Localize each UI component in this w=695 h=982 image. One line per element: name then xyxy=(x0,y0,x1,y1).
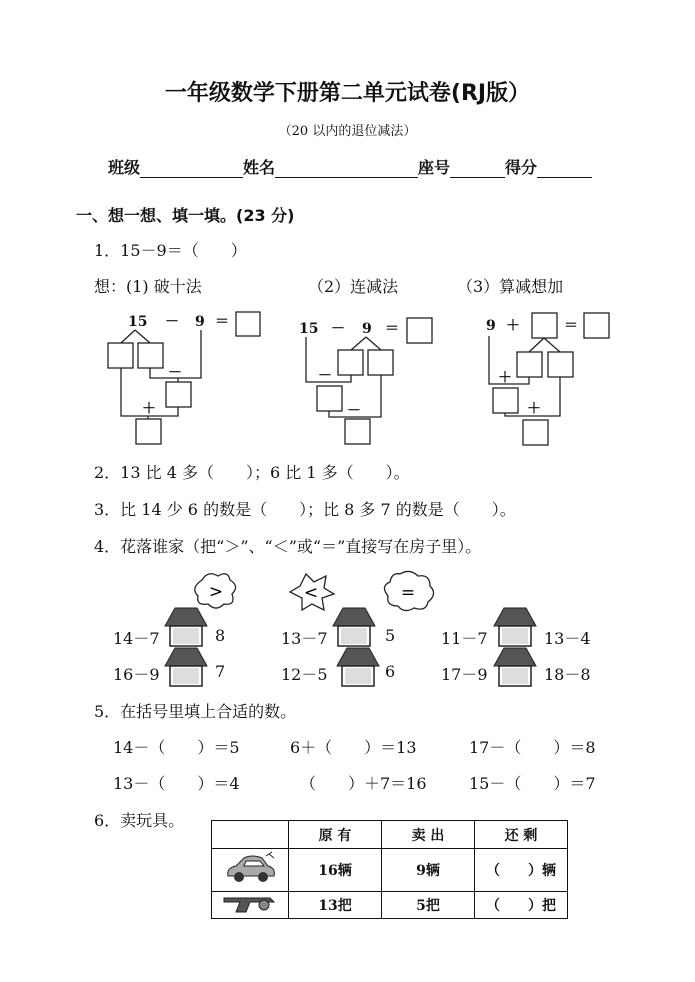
toy-table-header xyxy=(212,821,568,849)
house-2[interactable] xyxy=(329,606,377,648)
house-4-left: 16－9 xyxy=(113,665,160,684)
d1-result-box[interactable] xyxy=(136,419,161,444)
table-row xyxy=(212,849,568,892)
house-3-left: 11－7 xyxy=(441,629,488,648)
diagram-break-ten xyxy=(108,312,260,444)
car-have: 16辆 xyxy=(289,849,382,892)
d2-op: － xyxy=(331,321,345,337)
d2-box-3[interactable] xyxy=(317,386,342,411)
q5-r2-c1: 13－（ ）＝4 xyxy=(113,774,240,793)
house-2-right: 5 xyxy=(385,626,396,645)
d2-result-box[interactable] xyxy=(345,419,370,444)
d3-split-lines xyxy=(529,338,560,352)
flower-greater-symbol: > xyxy=(208,582,224,602)
header-blank xyxy=(212,821,289,849)
d3-answer-box[interactable] xyxy=(584,313,609,338)
d3-op: ＋ xyxy=(506,318,520,334)
d1-plus: ＋ xyxy=(142,401,156,417)
d2-minus-2: － xyxy=(347,403,361,419)
d1-eq: ＝ xyxy=(215,314,229,330)
house-5-right: 6 xyxy=(385,662,396,681)
toy-car-icon xyxy=(212,849,289,892)
diagram-add-to-subtract xyxy=(486,313,609,445)
car-left[interactable]: （ ）辆 xyxy=(475,849,568,892)
house-4[interactable] xyxy=(161,646,209,688)
house-5[interactable] xyxy=(333,646,381,688)
d3-box-1[interactable] xyxy=(517,352,542,377)
q5-r2-c3: 15－（ ）＝7 xyxy=(469,774,596,793)
d1-box-3[interactable] xyxy=(166,382,191,407)
house-1-right: 8 xyxy=(215,626,226,645)
d1-answer-box[interactable] xyxy=(236,312,260,336)
d2-b: 9 xyxy=(362,321,372,337)
house-4-right: 7 xyxy=(215,662,226,681)
q5-stem: 5．在括号里填上合适的数。 xyxy=(94,702,297,721)
class-field[interactable] xyxy=(140,163,243,178)
page-title: 一年级数学下册第二单元试卷(RJ版） xyxy=(164,81,531,106)
d2-answer-box[interactable] xyxy=(407,318,432,343)
house-3[interactable] xyxy=(490,606,538,648)
q5-r2-c2: （ ）＋7＝16 xyxy=(300,774,427,793)
q5-r1-c1: 14－（ ）＝5 xyxy=(113,738,240,757)
house-6-left: 17－9 xyxy=(441,665,488,684)
toy-gun-icon xyxy=(212,892,289,919)
d3-result-box[interactable] xyxy=(523,420,548,445)
seat-field[interactable] xyxy=(450,163,505,178)
gun-have: 13把 xyxy=(289,892,382,919)
flowers-row xyxy=(190,568,440,614)
d1-op: － xyxy=(165,314,179,330)
info-line xyxy=(108,155,592,178)
q3-stem: 3．比 14 少 6 的数是（ ）；比 8 多 7 的数是（ ）。 xyxy=(94,500,516,519)
d3-plus-1: ＋ xyxy=(498,370,512,386)
q1-think-label: 想： xyxy=(94,277,127,296)
house-6-right: 18－8 xyxy=(544,665,591,684)
name-field[interactable] xyxy=(275,163,418,178)
d3-box-3[interactable] xyxy=(493,388,518,413)
house-3-right: 13－4 xyxy=(544,629,591,648)
q6-stem: 6．卖玩具。 xyxy=(94,811,185,830)
d1-minus: － xyxy=(168,365,182,381)
method-2-label: （2）连减法 xyxy=(308,277,399,296)
d2-split-lines xyxy=(351,337,381,350)
score-label: 得分 xyxy=(505,158,538,177)
d2-a: 15 xyxy=(299,321,319,337)
d2-box-2[interactable] xyxy=(368,350,393,375)
page-subtitle: （20 以内的退位减法） xyxy=(278,124,417,139)
d2-box-1[interactable] xyxy=(338,350,363,375)
house-1-left: 14－7 xyxy=(113,629,160,648)
d2-eq: ＝ xyxy=(385,321,399,337)
d3-box-top[interactable] xyxy=(532,313,557,338)
d1-box-1[interactable] xyxy=(108,343,133,368)
d1-split-lines xyxy=(121,330,150,343)
section-1-heading: 一、想一想、填一填。(23 分) xyxy=(76,206,295,225)
house-1[interactable] xyxy=(161,606,209,648)
d2-minus-1: － xyxy=(318,368,332,384)
car-sold: 9辆 xyxy=(382,849,475,892)
d2-mid-line xyxy=(329,375,351,382)
q5-r1-c3: 17－（ ）＝8 xyxy=(469,738,596,757)
flower-less-symbol: < xyxy=(303,583,319,603)
d3-eq: ＝ xyxy=(564,318,578,334)
gun-left[interactable]: （ ）把 xyxy=(475,892,568,919)
name-label: 姓名 xyxy=(243,158,276,177)
flower-equal xyxy=(384,571,433,610)
class-label: 班级 xyxy=(108,158,141,177)
flower-greater xyxy=(195,574,236,608)
table-row xyxy=(212,892,568,919)
seat-label: 座号 xyxy=(418,158,451,177)
d1-b: 9 xyxy=(195,314,205,330)
score-field[interactable] xyxy=(537,163,592,178)
d1-a: 15 xyxy=(128,314,148,330)
q4-stem: 4．花落谁家（把“＞”、“＜”或“＝”直接写在房子里）。 xyxy=(94,537,482,556)
q2-stem: 2．13 比 4 多（ ）；6 比 1 多（ ）。 xyxy=(94,463,410,482)
diagram-subtract-twice xyxy=(299,318,432,444)
toy-table xyxy=(211,820,568,919)
d3-plus-2: ＋ xyxy=(527,401,541,417)
gun-sold: 5把 xyxy=(382,892,475,919)
house-2-left: 13－7 xyxy=(281,629,328,648)
house-6[interactable] xyxy=(490,646,538,688)
house-5-left: 12－5 xyxy=(281,665,328,684)
flower-equal-symbol: = xyxy=(400,583,416,603)
q5-r1-c2: 6＋（ ）＝13 xyxy=(290,738,417,757)
header-have: 原 有 xyxy=(289,821,382,849)
flower-less xyxy=(290,574,334,610)
d3-a: 9 xyxy=(486,318,496,334)
header-sold: 卖 出 xyxy=(382,821,475,849)
method-3-label: （3）算减想加 xyxy=(457,277,564,296)
d3-box-2[interactable] xyxy=(548,352,573,377)
header-left: 还 剩 xyxy=(475,821,568,849)
q1-stem: 1．15－9＝（ ） xyxy=(94,241,247,260)
method-1-label: (1) 破十法 xyxy=(126,277,202,296)
q1-diagrams xyxy=(0,300,695,450)
d1-box-2[interactable] xyxy=(138,343,163,368)
